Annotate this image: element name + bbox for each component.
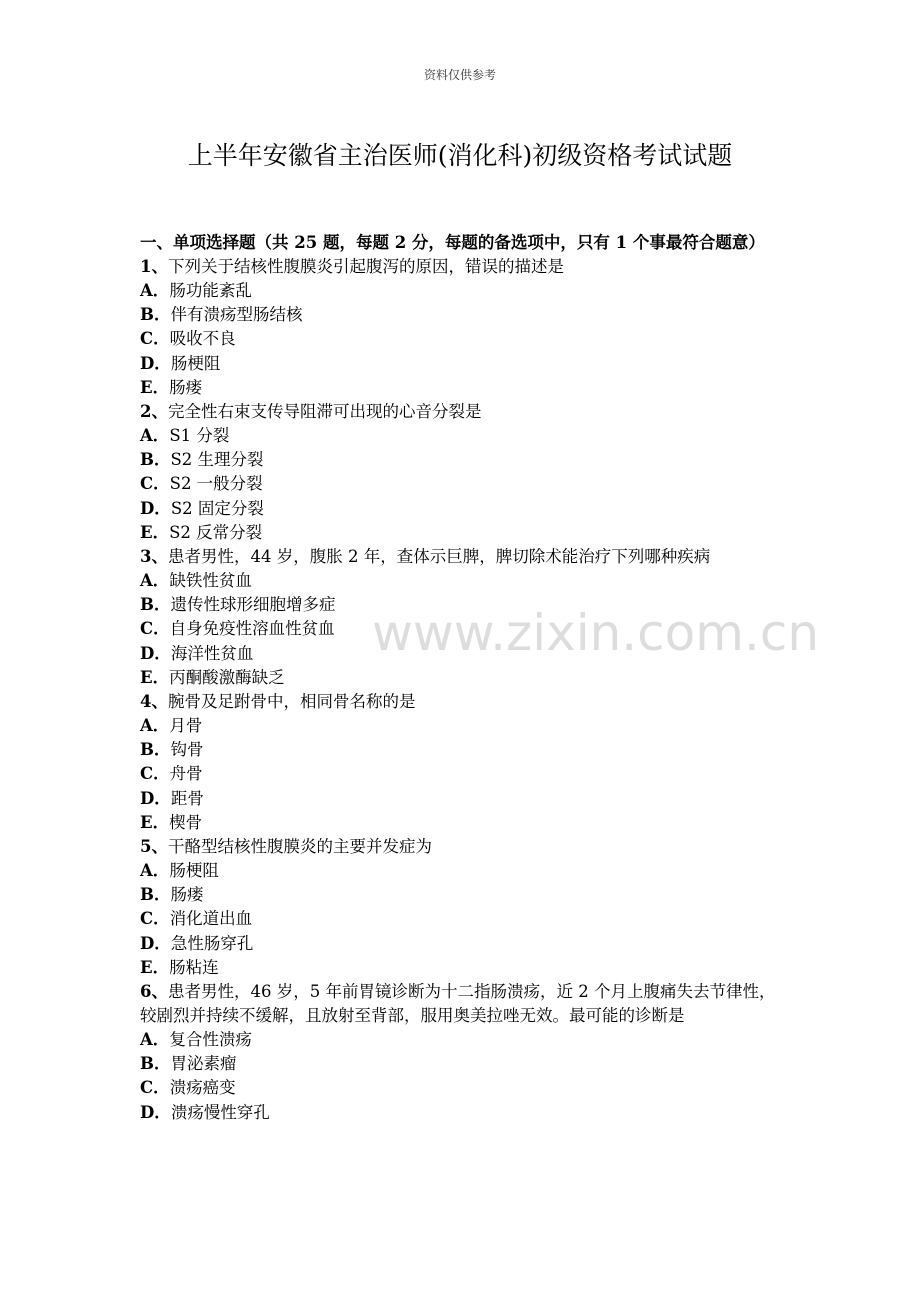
question-item — [140, 980, 785, 1125]
option-letter: C． — [140, 909, 170, 929]
option-letter: D． — [140, 353, 171, 373]
question-text: 患者男性，46 岁，5 年前胃镜诊断为十二指肠溃疡，近 2 个月上腹痛失去节律性，较剧烈并持续不缓解，且放射至背部，服用奥美拉唑无效。最可能的诊断是 — [140, 982, 776, 1026]
question-item — [140, 400, 785, 545]
option-text: S2 一般分裂 — [169, 474, 263, 494]
question-text: 下列关于结核性腹膜炎引起腹泻的原因，错误的描述是 — [167, 257, 564, 276]
option-text: 肠梗阻 — [170, 353, 221, 373]
answer-option — [140, 593, 785, 617]
answer-option — [140, 448, 785, 472]
option-text: 肠功能紊乱 — [169, 281, 252, 300]
section-heading: 一、单项选择题（共 25 题，每题 2 分，每题的备选项中，只有 1 个事最符合题意） — [140, 233, 765, 252]
answer-option — [140, 642, 785, 666]
answer-option — [140, 714, 785, 738]
option-letter: A． — [140, 861, 170, 881]
question-list — [140, 255, 785, 1125]
answer-option — [140, 762, 785, 786]
answer-option — [140, 472, 785, 496]
answer-option — [140, 859, 785, 883]
option-letter: B． — [140, 1054, 171, 1074]
option-text: 月骨 — [169, 716, 203, 736]
question-stem — [140, 980, 785, 1028]
option-text: S2 生理分裂 — [170, 450, 264, 470]
answer-option — [140, 787, 785, 811]
option-letter: E． — [140, 812, 170, 832]
question-number: 4、 — [140, 692, 168, 712]
answer-option — [140, 424, 785, 448]
question-item — [140, 255, 785, 400]
option-letter: A． — [140, 716, 170, 736]
page-header: 资料仅供参考 — [423, 68, 496, 82]
option-text: 伴有溃疡型肠结核 — [170, 305, 303, 325]
answer-option — [140, 1028, 785, 1052]
option-text: 急性肠穿孔 — [170, 933, 254, 953]
question-stem — [140, 835, 785, 859]
option-letter: E． — [140, 957, 170, 977]
option-letter: C． — [140, 329, 170, 349]
answer-option — [140, 666, 785, 690]
question-text: 患者男性，44 岁，腹胀 2 年，查体示巨脾，脾切除术能治疗下列哪种疾病 — [167, 547, 711, 567]
option-text: 吸收不良 — [169, 329, 236, 349]
option-letter: C． — [140, 474, 170, 494]
option-text: 楔骨 — [169, 812, 203, 832]
option-letter: A． — [140, 1030, 170, 1050]
answer-option — [140, 1101, 785, 1125]
option-letter: C． — [140, 764, 170, 784]
option-text: 肠粘连 — [169, 957, 219, 977]
question-item — [140, 690, 785, 835]
question-stem — [140, 255, 785, 279]
option-text: 溃疡癌变 — [169, 1078, 236, 1098]
question-stem — [140, 690, 785, 714]
option-letter: C． — [140, 1078, 170, 1098]
answer-option — [140, 883, 785, 907]
answer-option — [140, 907, 785, 931]
question-number: 1、 — [140, 257, 168, 276]
answer-option — [140, 279, 785, 303]
question-stem — [140, 545, 785, 569]
option-letter: E． — [140, 377, 170, 397]
option-letter: D． — [140, 643, 171, 663]
option-letter: A． — [140, 571, 170, 591]
question-text: 腕骨及足跗骨中，相同骨名称的是 — [167, 692, 416, 712]
option-text: S2 反常分裂 — [169, 522, 263, 542]
answer-option — [140, 497, 785, 521]
question-number: 5、 — [140, 837, 168, 857]
answer-option — [140, 617, 785, 641]
answer-option — [140, 352, 785, 376]
option-text: 钩骨 — [170, 740, 204, 760]
answer-option — [140, 811, 785, 835]
option-text: 舟骨 — [169, 764, 203, 784]
option-text: 遗传性球形细胞增多症 — [170, 595, 336, 615]
option-letter: E． — [140, 522, 170, 542]
document-body — [140, 231, 785, 1125]
option-letter: B． — [140, 885, 171, 905]
option-letter: B． — [140, 740, 171, 760]
answer-option — [140, 1076, 785, 1100]
question-text: 完全性右束支传导阻滞可出现的心音分裂是 — [167, 402, 482, 422]
option-letter: A． — [140, 426, 170, 446]
option-letter: E． — [140, 667, 170, 687]
option-letter: D． — [140, 788, 171, 808]
option-letter: A． — [140, 281, 170, 300]
answer-option — [140, 1052, 785, 1076]
answer-option — [140, 956, 785, 980]
watermark: www.zixin.com.cn — [372, 604, 820, 662]
option-text: 肠瘘 — [170, 885, 204, 905]
option-letter: D． — [140, 498, 171, 518]
question-text: 干酪型结核性腹膜炎的主要并发症为 — [167, 837, 432, 857]
question-item — [140, 835, 785, 980]
option-letter: D． — [140, 1102, 171, 1122]
option-text: 溃疡慢性穿孔 — [170, 1102, 270, 1122]
option-letter: B． — [140, 450, 171, 470]
option-text: S2 固定分裂 — [170, 498, 264, 518]
option-letter: C． — [140, 619, 170, 639]
answer-option — [140, 303, 785, 327]
option-text: 复合性溃疡 — [169, 1030, 252, 1050]
option-text: 丙酮酸激酶缺乏 — [169, 667, 285, 687]
option-text: 胃泌素瘤 — [170, 1054, 237, 1074]
answer-option — [140, 932, 785, 956]
question-stem — [140, 400, 785, 424]
option-text: 海洋性贫血 — [170, 643, 254, 663]
option-letter: B． — [140, 595, 171, 615]
answer-option — [140, 521, 785, 545]
question-number: 3、 — [140, 547, 168, 567]
option-text: 缺铁性贫血 — [169, 571, 252, 591]
question-number: 6、 — [140, 982, 168, 1002]
question-number: 2、 — [140, 402, 168, 422]
option-text: S1 分裂 — [169, 426, 230, 446]
answer-option — [140, 569, 785, 593]
answer-option — [140, 376, 785, 400]
answer-option — [140, 738, 785, 762]
document-title: 上半年安徽省主治医师(消化科)初级资格考试试题 — [187, 141, 733, 170]
option-letter: D． — [140, 933, 171, 953]
question-item — [140, 545, 785, 690]
option-text: 肠梗阻 — [169, 861, 219, 881]
option-text: 消化道出血 — [169, 909, 253, 929]
option-text: 距骨 — [170, 788, 204, 808]
option-text: 自身免疫性溶血性贫血 — [169, 619, 335, 639]
answer-option — [140, 327, 785, 351]
option-text: 肠瘘 — [169, 377, 203, 397]
option-letter: B． — [140, 305, 171, 325]
